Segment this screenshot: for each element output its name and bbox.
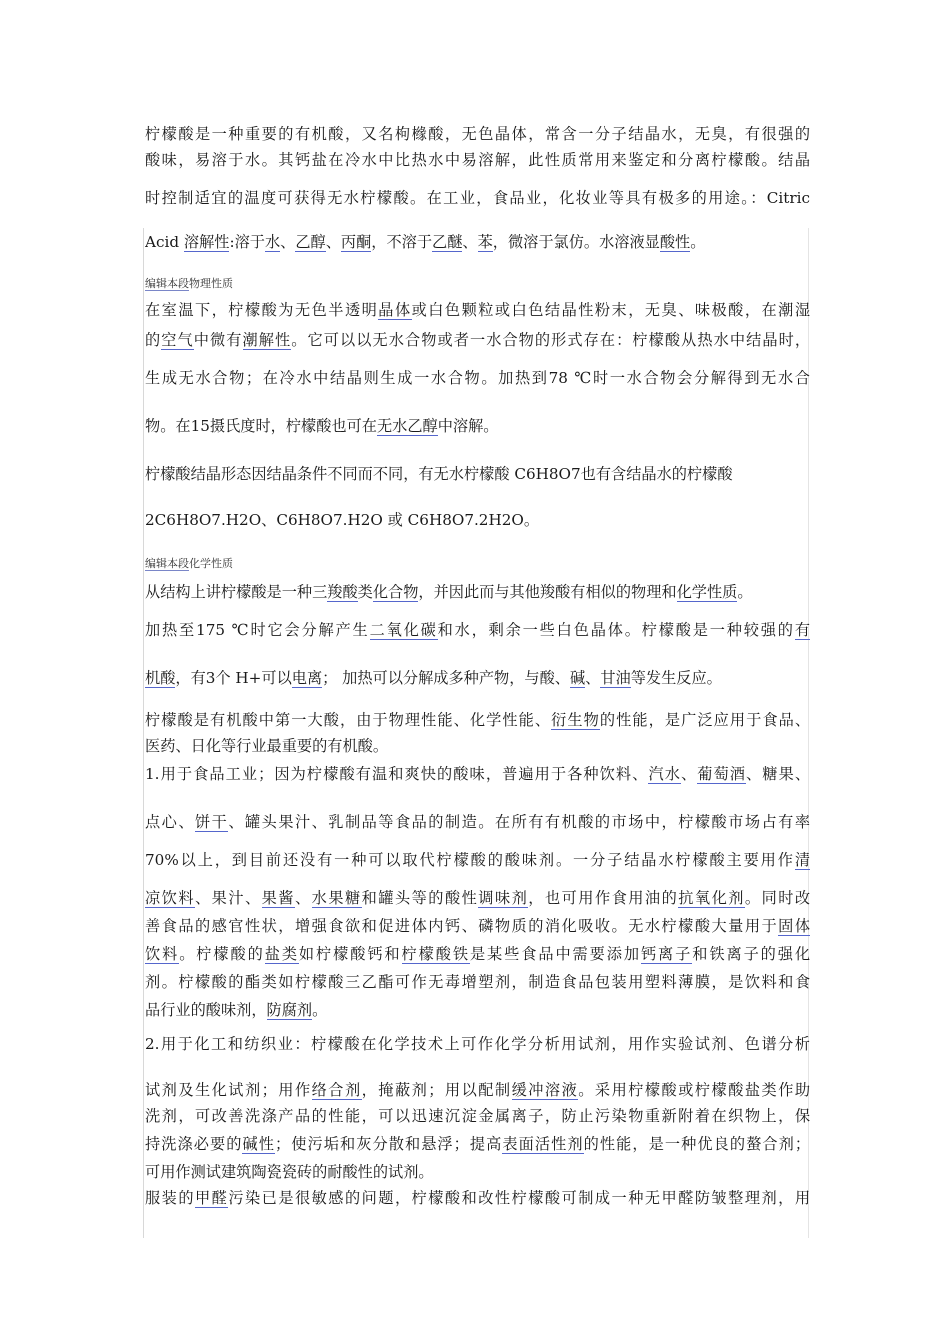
text-span: 物。在15摄氏度时，柠檬酸也可在 <box>145 417 377 435</box>
text-line <box>145 762 810 786</box>
text-span: ；使污垢和灰分散和悬浮；提高 <box>274 1135 503 1153</box>
text-span: 污染已是很敏感的问题，柠檬酸和改性柠檬酸可制成一种无甲醛防皱整理剂，用 <box>228 1189 810 1207</box>
text-line <box>145 580 810 604</box>
text-line <box>145 914 810 938</box>
text-span: :溶于 <box>229 233 265 251</box>
text-span: 2C6H8O7.H2O、C6H8O7.H2O 或 C6H8O7.2H2O。 <box>145 511 540 529</box>
text-line <box>145 848 810 872</box>
text-span: 、 <box>462 233 478 251</box>
text-line <box>145 1032 810 1056</box>
text-span: 从结构上讲柠檬酸是一种三 <box>145 583 328 601</box>
text-line <box>145 148 810 172</box>
term-link[interactable]: 机酸 <box>145 669 176 687</box>
text-line <box>145 1078 810 1102</box>
text-span: 加热至175 ℃时它会分解产生 <box>145 621 370 639</box>
term-link[interactable]: 有 <box>794 621 810 639</box>
section-header-physical <box>145 276 233 292</box>
term-link[interactable]: 酸性 <box>659 233 691 251</box>
text-span: 时控制适宜的温度可获得无水柠檬酸。在工业，食品业，化妆业等具有极多的用途。：Citric <box>145 189 810 207</box>
term-link[interactable]: 甘油 <box>600 669 631 687</box>
term-link[interactable]: 清 <box>794 851 810 869</box>
term-link[interactable]: 丙酮 <box>340 233 372 251</box>
text-span: 、 <box>325 233 341 251</box>
text-line <box>145 970 810 994</box>
text-span: 善食品的感官性状，增强食欲和促进体内钙、磷物质的消化吸收。无水柠檬酸大量用于 <box>145 917 779 935</box>
text-span: 持洗涤必要的 <box>145 1135 243 1153</box>
term-link[interactable]: 水 <box>264 233 281 251</box>
term-link[interactable]: 化合物 <box>372 583 419 601</box>
text-span: 1.用于食品工业；因为柠檬酸有温和爽快的酸味，普遍用于各种饮料、 <box>145 765 649 783</box>
text-line <box>145 186 810 210</box>
term-link[interactable]: 无水乙醇 <box>376 417 438 435</box>
left-margin-line <box>143 228 144 1238</box>
term-link[interactable]: 乙醚 <box>432 233 463 251</box>
text-line <box>145 886 810 910</box>
term-link[interactable]: 二氧化碳 <box>369 621 438 639</box>
text-span: 、罐头果汁、乳制品等食品的制造。在所有有机酸的市场中，柠檬酸市场占有率 <box>228 813 810 831</box>
text-span: 中溶解。 <box>437 417 499 435</box>
text-span: 类 <box>357 583 373 601</box>
edit-section-link[interactable]: 编辑本段 <box>145 557 189 570</box>
term-link[interactable]: 钙离子 <box>640 945 693 963</box>
text-span: 洗剂，可改善洗涤产品的性能，可以迅速沉淀金属离子，防止污染物重新附着在织物上，保 <box>145 1107 810 1125</box>
term-link[interactable]: 晶体 <box>378 301 412 319</box>
text-span: ； 加热可以分解成多种产物，与酸、 <box>322 669 570 687</box>
text-line <box>145 462 810 486</box>
term-link[interactable]: 表面活性剂 <box>502 1135 584 1153</box>
text-span: ，有3个 H+可以 <box>175 669 292 687</box>
text-span: 中微有 <box>193 331 243 349</box>
text-span: 是某些食品中需要添加 <box>469 945 641 963</box>
term-link[interactable]: 调味剂 <box>478 889 529 907</box>
term-link[interactable]: 水果糖 <box>311 889 362 907</box>
text-span: Acid <box>145 233 184 251</box>
text-span: 、糖果、 <box>746 765 810 783</box>
term-link[interactable]: 衍生物 <box>551 711 600 729</box>
term-link[interactable]: 柠檬酸铁 <box>401 945 470 963</box>
term-link[interactable]: 甲醛 <box>195 1189 229 1207</box>
text-span: 2.用于化工和纺织业：柠檬酸在化学技术上可作化学分析用试剂，用作实验试剂、色谱分析 <box>145 1035 810 1053</box>
term-link[interactable]: 饮料 <box>145 945 180 963</box>
text-span: 和铁离子的强化 <box>692 945 810 963</box>
text-span: 的 <box>145 331 162 349</box>
text-span: 、 <box>294 889 312 907</box>
text-span: ，也可用作食用油的 <box>528 889 679 907</box>
term-link[interactable]: 防腐剂 <box>266 1001 313 1019</box>
text-span: 的性能，是一种优良的螯合剂； <box>583 1135 810 1153</box>
text-span: 。同时改 <box>744 889 810 907</box>
text-span: 点心、 <box>145 813 195 831</box>
text-line <box>145 1132 810 1156</box>
text-span: 、 <box>280 233 296 251</box>
term-link[interactable]: 溶解性 <box>183 233 230 251</box>
text-line <box>145 328 810 352</box>
term-link[interactable]: 苯 <box>477 233 493 251</box>
term-link[interactable]: 凉饮料 <box>145 889 195 907</box>
text-span: 70%以上，到目前还没有一种可以取代柠檬酸的酸味剂。一分子结晶水柠檬酸主要用作 <box>145 851 795 869</box>
term-link[interactable]: 汽水 <box>648 765 681 783</box>
text-span: 生成无水合物；在冷水中结晶则生成一水合物。加热到78 ℃时一水合物会分解得到无水合 <box>145 369 810 387</box>
text-span: ，掩蔽剂；用以配制 <box>361 1081 512 1099</box>
text-span: 。它可以以无水合物或者一水合物的形式存在：柠檬酸从热水中结晶时， <box>291 331 810 349</box>
text-span: 服装的 <box>145 1189 195 1207</box>
text-span: 可用作测试建筑陶瓷瓷砖的耐酸性的试剂。 <box>145 1163 434 1181</box>
text-span: 或白色颗粒或白色结晶性粉末，无臭、味极酸，在潮湿 <box>411 301 810 319</box>
text-line <box>145 414 810 438</box>
text-span: 柠檬酸是有机酸中第一大酸，由于物理性能、化学性能、 <box>145 711 552 729</box>
text-span: ，并因此而与其他羧酸有相似的物理和 <box>418 583 677 601</box>
text-span: 等发生反应。 <box>630 669 722 687</box>
text-line <box>145 942 810 966</box>
term-link[interactable]: 固体 <box>778 917 810 935</box>
text-span: 。 <box>737 583 753 601</box>
term-link[interactable]: 果酱 <box>261 889 295 907</box>
text-span: ，不溶于 <box>371 233 433 251</box>
text-span: 物理性质 <box>189 277 233 290</box>
term-link[interactable]: 乙醇 <box>295 233 326 251</box>
term-link[interactable]: 缓冲溶液 <box>511 1081 579 1099</box>
text-span: 柠檬酸结晶形态因结晶条件不同而不同，有无水柠檬酸 C6H8O7也有含结晶水的柠檬酸 <box>145 465 733 483</box>
text-span: 化学性质 <box>189 557 233 570</box>
term-link[interactable]: 羧酸 <box>327 583 358 601</box>
text-span: ，微溶于氯仿。水溶液显 <box>492 233 660 251</box>
term-link[interactable]: 化学性质 <box>676 583 738 601</box>
text-span: 剂。柠檬酸的酯类如柠檬酸三乙酯可作无毒增塑剂，制造食品包装用塑料薄膜，是饮料和食 <box>145 973 810 991</box>
text-line <box>145 508 810 532</box>
term-link[interactable]: 抗氧化剂 <box>678 889 745 907</box>
text-line <box>145 122 810 146</box>
term-link[interactable]: 盐类 <box>264 945 299 963</box>
term-link[interactable]: 碱性 <box>242 1135 275 1153</box>
text-span: 品行业的酸味剂， <box>145 1001 267 1019</box>
text-span: 的性能，是广泛应用于食品、 <box>599 711 810 729</box>
term-link[interactable]: 络合剂 <box>311 1081 362 1099</box>
text-span: 。 <box>312 1001 328 1019</box>
term-link[interactable]: 碱 <box>569 669 586 687</box>
text-line <box>145 734 810 758</box>
text-span: 酸味，易溶于水。其钙盐在冷水中比热水中易溶解，此性质常用来鉴定和分离柠檬酸。结晶 <box>145 151 810 169</box>
text-line <box>145 298 810 322</box>
text-span: 和水，剩余一些白色晶体。柠檬酸是一种较强的 <box>437 621 795 639</box>
text-line <box>145 810 810 834</box>
term-link[interactable]: 电离 <box>291 669 323 687</box>
term-link[interactable]: 空气 <box>161 331 194 349</box>
text-span: 、 <box>585 669 601 687</box>
text-span: 。采用柠檬酸或柠檬酸盐类作助 <box>578 1081 810 1099</box>
text-span: 、果汁、 <box>195 889 262 907</box>
text-line <box>145 1186 810 1210</box>
text-line <box>145 998 810 1022</box>
term-link[interactable]: 葡萄酒 <box>697 765 747 783</box>
text-line <box>145 1160 810 1184</box>
text-line <box>145 708 810 732</box>
text-line <box>145 366 810 390</box>
text-span: 、 <box>680 765 698 783</box>
term-link[interactable]: 饼干 <box>195 813 229 831</box>
text-span: 如柠檬酸钙和 <box>298 945 402 963</box>
text-line <box>145 230 810 254</box>
text-span: 医药、日化等行业最重要的有机酸。 <box>145 737 388 755</box>
text-span: 试剂及生化试剂；用作 <box>145 1081 312 1099</box>
text-span: 。柠檬酸的 <box>179 945 265 963</box>
term-link[interactable]: 潮解性 <box>242 331 292 349</box>
text-span: 。 <box>690 233 706 251</box>
text-line <box>145 666 810 690</box>
text-line <box>145 1104 810 1128</box>
edit-section-link[interactable]: 编辑本段 <box>145 277 189 290</box>
text-line <box>145 618 810 642</box>
text-span: 和罐头等的酸性 <box>361 889 479 907</box>
text-span: 柠檬酸是一种重要的有机酸，又名枸橼酸，无色晶体，常含一分子结晶水，无臭，有很强的 <box>145 125 810 143</box>
text-span: 在室温下，柠檬酸为无色半透明 <box>145 301 379 319</box>
section-header-chemical <box>145 556 233 572</box>
